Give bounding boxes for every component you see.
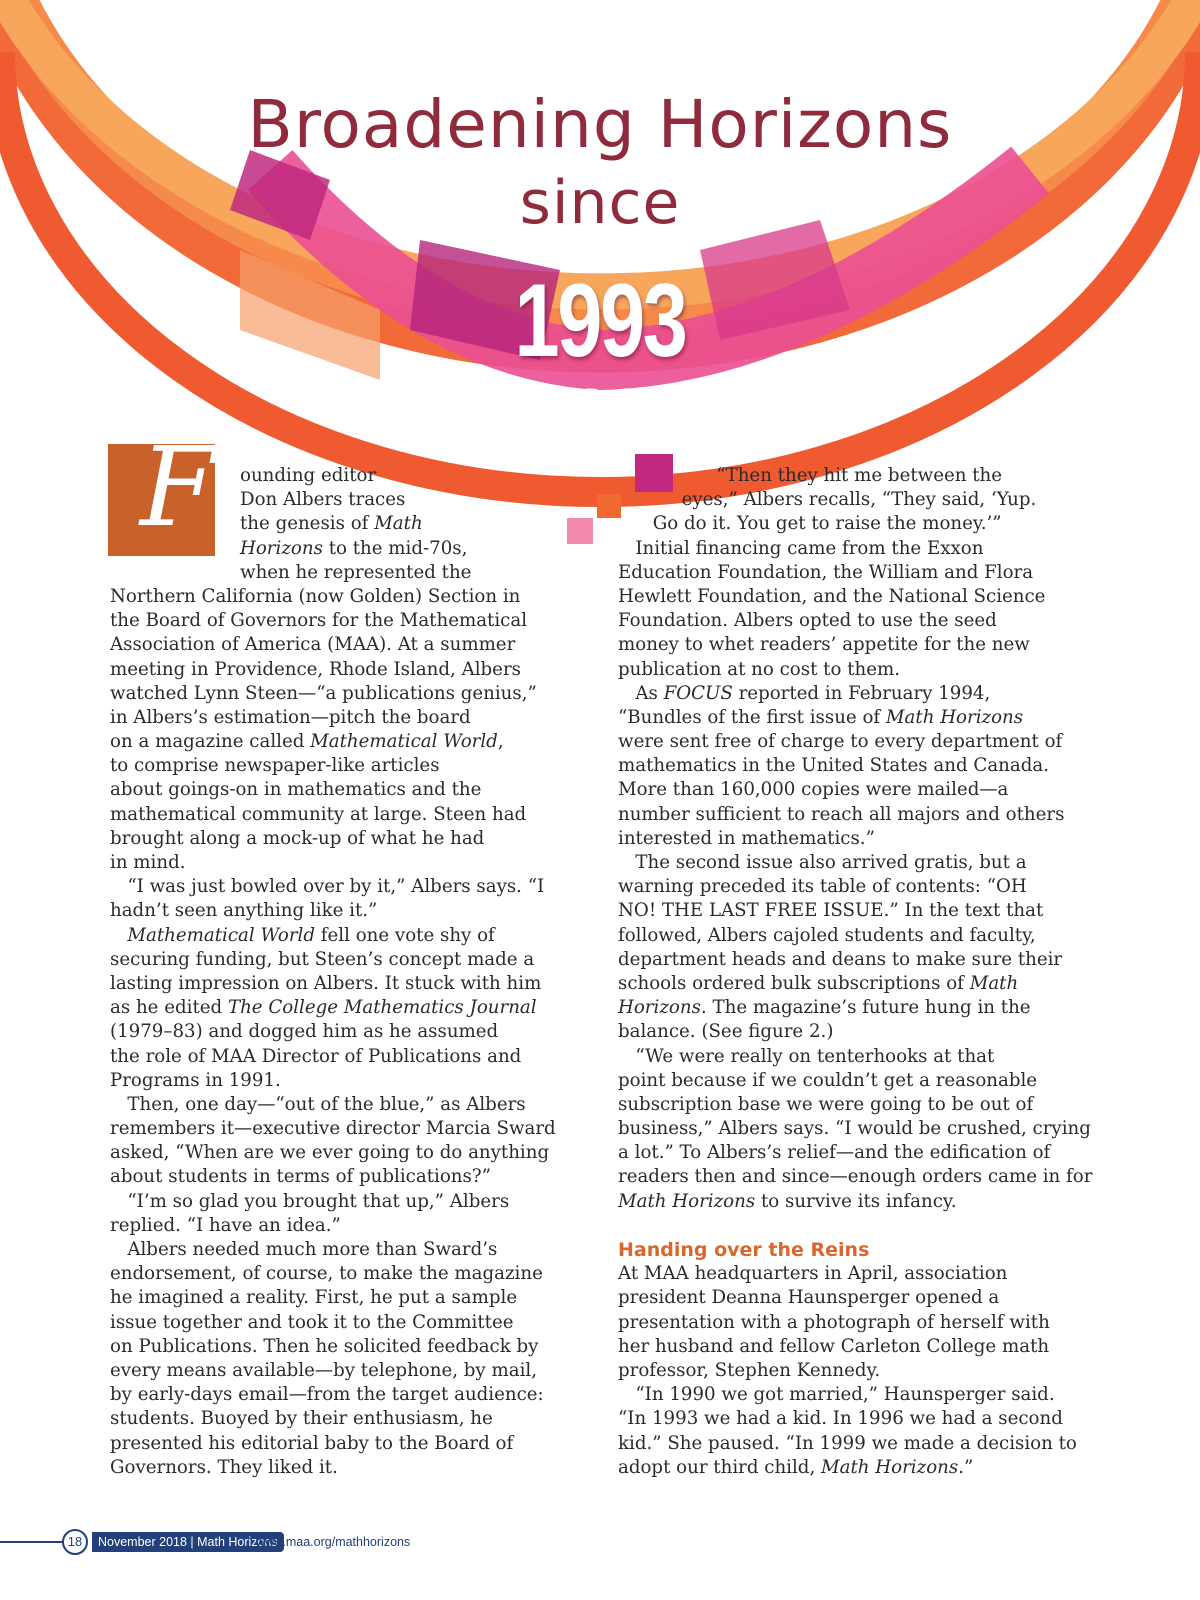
text-run: At MAA headquarters in April, association [618, 1263, 1008, 1285]
italic-text: Math [969, 972, 1019, 994]
text-run: adopt our third child, [618, 1456, 822, 1478]
text-run: “In 1990 we got married,” Haunsperger said. [618, 1384, 1055, 1406]
text-line [110, 537, 580, 561]
text-run: Hewlett Foundation, and the National Science [618, 585, 1046, 607]
text-line [110, 585, 580, 609]
text-line [618, 561, 1098, 585]
text-line [618, 512, 1098, 536]
text-line [110, 1165, 580, 1189]
italic-text: Math Horizons [821, 1456, 959, 1478]
text-run: ounding editor [240, 465, 377, 486]
text-run: publication at no cost to them. [618, 658, 901, 680]
orange-arc-bands [0, 0, 1200, 492]
text-line [618, 633, 1098, 657]
text-run: Albers needed much more than Sward’s [110, 1239, 498, 1260]
section-subheading [618, 1238, 1098, 1262]
text-run: balance. (See figure 2.) [618, 1021, 834, 1043]
text-line [618, 1311, 1098, 1335]
text-line [110, 1045, 580, 1069]
italic-text: Math [374, 513, 423, 535]
text-line [618, 1165, 1098, 1189]
text-run: issue together and took it to the Committee [110, 1311, 514, 1333]
text-line [110, 609, 580, 633]
text-line [110, 1141, 580, 1165]
text-run: “In 1993 we had a kid. In 1996 we had a second [618, 1408, 1063, 1430]
text-run: to survive its infancy. [755, 1190, 957, 1212]
text-line [110, 924, 580, 948]
text-line [110, 1286, 580, 1310]
text-line [110, 948, 580, 972]
text-line [110, 633, 580, 657]
text-run: hadn’t seen anything like it.” [110, 900, 378, 922]
text-run: Foundation. Albers opted to use the seed [618, 610, 997, 632]
text-line [618, 1286, 1098, 1310]
text-line [110, 1311, 580, 1335]
text-run: Governors. They liked it. [110, 1456, 338, 1478]
text-line [618, 609, 1098, 633]
text-line [110, 464, 580, 488]
text-line [618, 706, 1098, 730]
text-run: , [497, 731, 504, 753]
issue-label: November 2018 | Math Horizons [92, 1532, 284, 1552]
text-run: schools ordered bulk subscriptions of [618, 972, 970, 994]
text-run: when he represented the [240, 561, 472, 583]
text-run: on a magazine called [110, 731, 311, 753]
text-line [618, 1117, 1098, 1141]
text-run: endorsement, of course, to make the magazine [110, 1263, 543, 1285]
page-number: 18 [62, 1529, 88, 1555]
text-run: “Bundles of the first issue of [618, 706, 886, 728]
text-run: eyes,” Albers recalls, “They said, ‘Yup. [618, 489, 1037, 511]
text-run: readers then and since—enough orders came in for [618, 1166, 1093, 1188]
text-line [618, 948, 1098, 972]
text-line [618, 682, 1098, 706]
text-run: followed, Albers cajoled students and faculty, [618, 924, 1036, 946]
text-run: subscription base we were going to be out of [618, 1093, 1034, 1115]
text-line [618, 1383, 1098, 1407]
text-run: . The magazine’s future hung in the [700, 997, 1031, 1019]
text-run: “I’m so glad you brought that up,” Albers [110, 1190, 510, 1212]
text-line [618, 585, 1098, 609]
text-run: department heads and deans to make sure their [618, 948, 1063, 970]
text-run: .” [958, 1456, 974, 1478]
page-footer [0, 1527, 1200, 1557]
article-column-left [110, 464, 580, 1480]
text-line [618, 1359, 1098, 1383]
text-line [618, 1456, 1098, 1480]
text-run: NO! THE LAST FREE ISSUE.” In the text that [618, 900, 1044, 922]
text-run: mathematics in the United States and Canada. [618, 755, 1049, 777]
text-line [110, 851, 580, 875]
text-line [110, 1432, 580, 1456]
text-run: securing funding, but Steen’s concept made a [110, 948, 535, 970]
text-run: As [618, 682, 664, 704]
article-title-line2: since [519, 168, 681, 238]
text-run: The second issue also arrived gratis, but a [618, 852, 1027, 873]
italic-text: Horizons [240, 537, 323, 559]
text-run: Association of America (MAA). At a summer [110, 634, 516, 656]
text-run: Northern California (now Golden) Section in [110, 585, 521, 607]
text-line [618, 1069, 1098, 1093]
text-line [110, 1359, 580, 1383]
text-run: watched Lynn Steen—“a publications genius,” [110, 682, 537, 704]
italic-text: The College Mathematics Journal [227, 997, 537, 1019]
text-line [110, 730, 580, 754]
text-line [110, 1117, 580, 1141]
website-link[interactable]: www.maa.org/mathhorizons [256, 1535, 411, 1549]
text-line [618, 1335, 1098, 1359]
text-line [618, 658, 1098, 682]
text-line [618, 1141, 1098, 1165]
text-run: reported in February 1994, [732, 682, 991, 704]
text-run: More than 160,000 copies were mailed—a [618, 779, 1009, 801]
italic-text: Mathematical World [127, 924, 316, 946]
text-run: president Deanna Haunsperger opened a [618, 1287, 1000, 1309]
text-line [618, 1407, 1098, 1431]
text-run: business,” Albers says. “I would be crushed, crying [618, 1118, 1091, 1140]
text-line [110, 827, 580, 851]
text-run: were sent free of charge to every department of [618, 731, 1063, 753]
text-run [110, 925, 127, 946]
text-run: money to whet readers’ appetite for the new [618, 634, 1030, 656]
text-line [618, 924, 1098, 948]
text-run: interested in mathematics.” [618, 827, 875, 849]
text-line [110, 1093, 580, 1117]
text-line [618, 1045, 1098, 1069]
text-line [110, 875, 580, 899]
text-line [618, 1432, 1098, 1456]
text-line [618, 464, 1098, 488]
text-line [618, 754, 1098, 778]
text-run: professor, Stephen Kennedy. [618, 1359, 881, 1381]
text-line [618, 1262, 1098, 1286]
italic-text: FOCUS [663, 682, 733, 704]
italic-text: Math Horizons [885, 706, 1024, 728]
text-run: to the mid-70s, [322, 537, 468, 559]
footer-rule [0, 1541, 64, 1543]
text-line [110, 778, 580, 802]
text-run: about goings-on in mathematics and the [110, 779, 482, 801]
italic-text: Horizons [618, 997, 701, 1019]
text-run: on Publications. Then he solicited feedback by [110, 1335, 539, 1357]
text-line [618, 1190, 1098, 1214]
text-line [618, 827, 1098, 851]
text-run: in Albers’s estimation—pitch the board [110, 706, 471, 728]
text-line [110, 1407, 580, 1431]
italic-text: Math Horizons [618, 1190, 756, 1212]
text-line [618, 1020, 1098, 1044]
text-run: as he edited [110, 997, 228, 1019]
text-run: lasting impression on Albers. It stuck with him [110, 972, 542, 994]
text-run: (1979–83) and dogged him as he assumed [110, 1021, 499, 1043]
article-title-line1: Broadening Horizons [247, 86, 953, 163]
text-run: replied. “I have an idea.” [110, 1214, 341, 1236]
text-run: “I was just bowled over by it,” Albers says. “I [110, 876, 545, 898]
text-line [110, 1456, 580, 1480]
text-run: asked, “When are we ever going to do anything [110, 1142, 550, 1164]
text-run: about students in terms of publications?” [110, 1166, 491, 1188]
text-run: number sufficient to reach all majors and others [618, 803, 1065, 825]
text-line [110, 1262, 580, 1286]
text-line [618, 730, 1098, 754]
text-run: fell one vote shy of [315, 924, 495, 946]
text-line [110, 512, 580, 536]
text-line [110, 754, 580, 778]
text-run: Go do it. You get to raise the money.’” [618, 513, 1002, 535]
text-run: point because if we couldn’t get a reasonable [618, 1069, 1038, 1091]
text-line [618, 996, 1098, 1020]
text-run: meeting in Providence, Rhode Island, Albers [110, 658, 521, 680]
text-line [618, 488, 1098, 512]
text-line [110, 972, 580, 996]
text-run: by early-days email—from the target audience: [110, 1384, 544, 1406]
text-run: students. Buoyed by their enthusiasm, he [110, 1408, 493, 1430]
text-line [110, 682, 580, 706]
text-run: the role of MAA Director of Publications and [110, 1045, 522, 1067]
text-line [110, 561, 580, 585]
text-run: mathematical community at large. Steen had [110, 803, 527, 825]
text-line [110, 899, 580, 923]
text-line [618, 851, 1098, 875]
text-run: to comprise newspaper-like articles [110, 755, 440, 777]
text-line [618, 1214, 1098, 1238]
drop-cap-letter: F [140, 423, 217, 551]
text-line [110, 1383, 580, 1407]
text-line [110, 658, 580, 682]
text-line [110, 706, 580, 730]
text-run: “We were really on tenterhooks at that [618, 1045, 995, 1067]
text-run: every means available—by telephone, by mail, [110, 1359, 537, 1381]
text-run: remembers it—executive director Marcia Sward [110, 1118, 556, 1140]
text-run: Initial financing came from the Exxon [618, 537, 984, 559]
text-line [110, 1335, 580, 1359]
text-line [110, 1069, 580, 1093]
article-title-year: 1993 [514, 263, 686, 379]
text-run: he imagined a reality. First, he put a sample [110, 1287, 518, 1309]
text-line [110, 996, 580, 1020]
text-run: the genesis of [240, 513, 375, 535]
text-run: warning preceded its table of contents: “OH [618, 876, 1027, 898]
text-run: Don Albers traces [240, 489, 406, 511]
text-run: presentation with a photograph of herself with [618, 1311, 1050, 1333]
text-run: a lot.” To Albers’s relief—and the edification of [618, 1142, 1051, 1164]
text-run: “Then they hit me between the [618, 465, 1003, 486]
text-run: Then, one day—“out of the blue,” as Albers [110, 1093, 526, 1115]
text-line [110, 803, 580, 827]
text-run: Education Foundation, the William and Flora [618, 561, 1034, 583]
text-run: Handing over the Reins [618, 1239, 870, 1261]
italic-text: Mathematical World [310, 731, 498, 753]
text-run: in mind. [110, 852, 186, 873]
text-line [110, 1238, 580, 1262]
text-line [618, 778, 1098, 802]
text-line [618, 537, 1098, 561]
text-line [110, 1020, 580, 1044]
text-run: her husband and fellow Carleton College math [618, 1335, 1050, 1357]
text-line [618, 972, 1098, 996]
text-line [110, 1190, 580, 1214]
text-run: presented his editorial baby to the Board of [110, 1432, 514, 1454]
text-run: brought along a mock-up of what he had [110, 827, 485, 849]
text-run: Programs in 1991. [110, 1069, 281, 1091]
text-line [110, 1214, 580, 1238]
text-line [618, 1093, 1098, 1117]
text-run: kid.” She paused. “In 1999 we made a decision to [618, 1432, 1077, 1454]
text-line [110, 488, 580, 512]
article-column-right [618, 464, 1098, 1480]
text-line [618, 803, 1098, 827]
text-run: the Board of Governors for the Mathematical [110, 610, 528, 632]
text-line [618, 875, 1098, 899]
text-line [618, 899, 1098, 923]
author-byline: Sophia D. Merow [500, 386, 700, 411]
